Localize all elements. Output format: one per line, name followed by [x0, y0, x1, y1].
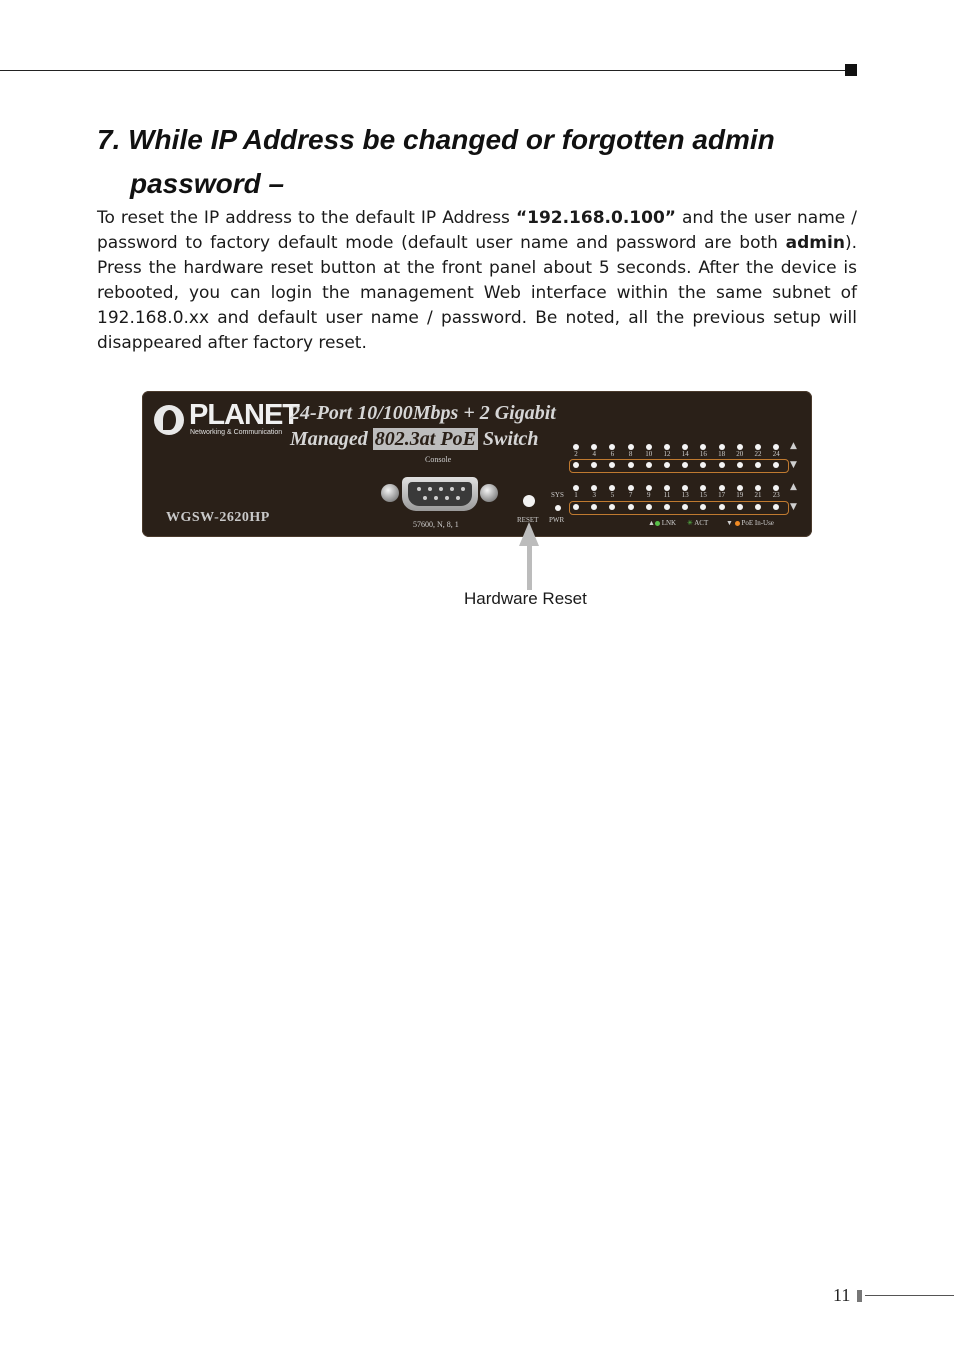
planet-logo-icon — [154, 405, 184, 435]
console-screw-right-icon — [480, 484, 498, 502]
triangle-up-icon: ▲ — [648, 519, 655, 527]
sys-label: SYS — [551, 491, 564, 499]
port-led — [646, 462, 652, 468]
port-number-label: 12 — [663, 450, 671, 458]
default-credentials: admin — [785, 233, 845, 253]
paragraph-part-3: ). Press the hardware reset button at the front panel about 5 seconds. After the device is rebooted, you can login the management Web interface within the same subnet of 192.168.0.xx and default user name / password. Be noted, all the previous setup will disappeared after factory reset. — [97, 233, 857, 353]
paragraph-part-1: To reset the IP address to the default IP Address — [97, 208, 516, 228]
paragraph-part-2: and the user name / password to factory default mode (default user name and password are both — [97, 208, 857, 253]
legend-lnk: ▲ LNK — [648, 519, 677, 527]
port-number-label: 22 — [754, 450, 762, 458]
port-led — [646, 504, 652, 510]
footer-rule — [865, 1295, 954, 1296]
reset-label: RESET — [517, 516, 539, 524]
section-heading — [97, 118, 857, 206]
brand-logo-text: PLANET — [189, 399, 299, 431]
port-led — [737, 462, 743, 468]
instruction-paragraph — [97, 206, 857, 356]
product-title-line-1: 24-Port 10/100Mbps + 2 Gigabit — [290, 402, 556, 424]
console-screw-left-icon — [381, 484, 399, 502]
title-managed: Managed — [290, 428, 373, 450]
port-number-label: 4 — [592, 450, 596, 458]
port-led — [719, 462, 725, 468]
orange-dot-icon — [735, 521, 740, 526]
port-led — [628, 504, 634, 510]
pin-icon — [434, 496, 438, 500]
port-number-label: 21 — [754, 491, 762, 499]
default-ip-address: “192.168.0.100” — [515, 208, 676, 228]
console-label: Console — [425, 455, 452, 464]
port-number-label: 20 — [736, 450, 744, 458]
header-square-marker — [845, 64, 857, 76]
port-led — [664, 462, 670, 468]
port-number-label: 7 — [628, 491, 633, 499]
port-number-label: 3 — [592, 491, 596, 499]
port-number-label: 11 — [663, 491, 671, 499]
product-title-line-2 — [290, 428, 539, 451]
footer-tab-marker — [857, 1290, 862, 1302]
port-led — [573, 504, 579, 510]
pin-icon — [450, 487, 454, 491]
green-dot-icon — [655, 521, 660, 526]
port-led — [719, 504, 725, 510]
figure-caption: Hardware Reset — [464, 589, 587, 608]
pin-icon — [423, 496, 427, 500]
triangle-down-icon: ▼ — [790, 502, 797, 512]
title-switch: Switch — [477, 428, 539, 450]
port-number-label: 19 — [736, 491, 744, 499]
port-number-label: 1 — [574, 491, 578, 499]
hardware-reset-button[interactable] — [523, 495, 535, 507]
console-baud-label: 57600, N, 8, 1 — [413, 520, 459, 529]
port-number-label: 16 — [699, 450, 707, 458]
triangle-up-icon: ▲ — [790, 482, 797, 492]
pin-icon — [428, 487, 432, 491]
triangle-up-icon: ▲ — [790, 441, 797, 451]
port-number-label: 18 — [718, 450, 726, 458]
port-led — [664, 504, 670, 510]
port-number-label: 9 — [647, 491, 651, 499]
console-port — [402, 477, 478, 511]
port-number-label: 24 — [772, 450, 780, 458]
arrow-up-icon — [519, 522, 539, 546]
port-number-label: 15 — [699, 491, 707, 499]
triangle-down-icon: ▼ — [790, 460, 797, 470]
switch-front-panel-figure — [142, 391, 812, 537]
port-led — [755, 462, 761, 468]
port-number-label: 13 — [681, 491, 689, 499]
triangle-down-icon: ▼ — [726, 519, 733, 527]
model-number: WGSW-2620HP — [166, 510, 270, 525]
port-led — [628, 462, 634, 468]
port-led — [755, 504, 761, 510]
legend-act: ✳ ACT — [687, 519, 709, 527]
port-number-label: 10 — [645, 450, 653, 458]
pin-icon — [456, 496, 460, 500]
port-number-label: 5 — [610, 491, 615, 499]
port-number-label: 8 — [628, 450, 633, 458]
heading-line-1: 7. While IP Address be changed or forgotten admin — [97, 124, 775, 155]
port-led — [573, 462, 579, 468]
pwr-led — [555, 505, 561, 511]
port-number-label: 14 — [681, 450, 689, 458]
heading-line-2: password – — [130, 168, 285, 199]
pin-icon — [461, 487, 465, 491]
port-number-label: 2 — [574, 450, 578, 458]
brand-tagline: Networking & Communication — [190, 429, 283, 436]
port-number-label: 23 — [772, 491, 780, 499]
arrow-shaft — [527, 545, 532, 590]
title-poe-highlight: 802.3at PoE — [374, 428, 476, 450]
header-rule — [0, 70, 848, 71]
port-number-label: 17 — [718, 491, 726, 499]
page-number: 11 — [833, 1285, 851, 1305]
legend-poe: ▼ PoE In-Use — [726, 519, 774, 527]
pin-icon — [445, 496, 449, 500]
switch-front-panel — [142, 391, 812, 537]
activity-blink-icon: ✳ — [687, 519, 693, 527]
pin-icon — [439, 487, 443, 491]
port-number-label: 6 — [610, 450, 615, 458]
pin-icon — [417, 487, 421, 491]
port-led — [737, 504, 743, 510]
pwr-label: PWR — [549, 516, 565, 524]
